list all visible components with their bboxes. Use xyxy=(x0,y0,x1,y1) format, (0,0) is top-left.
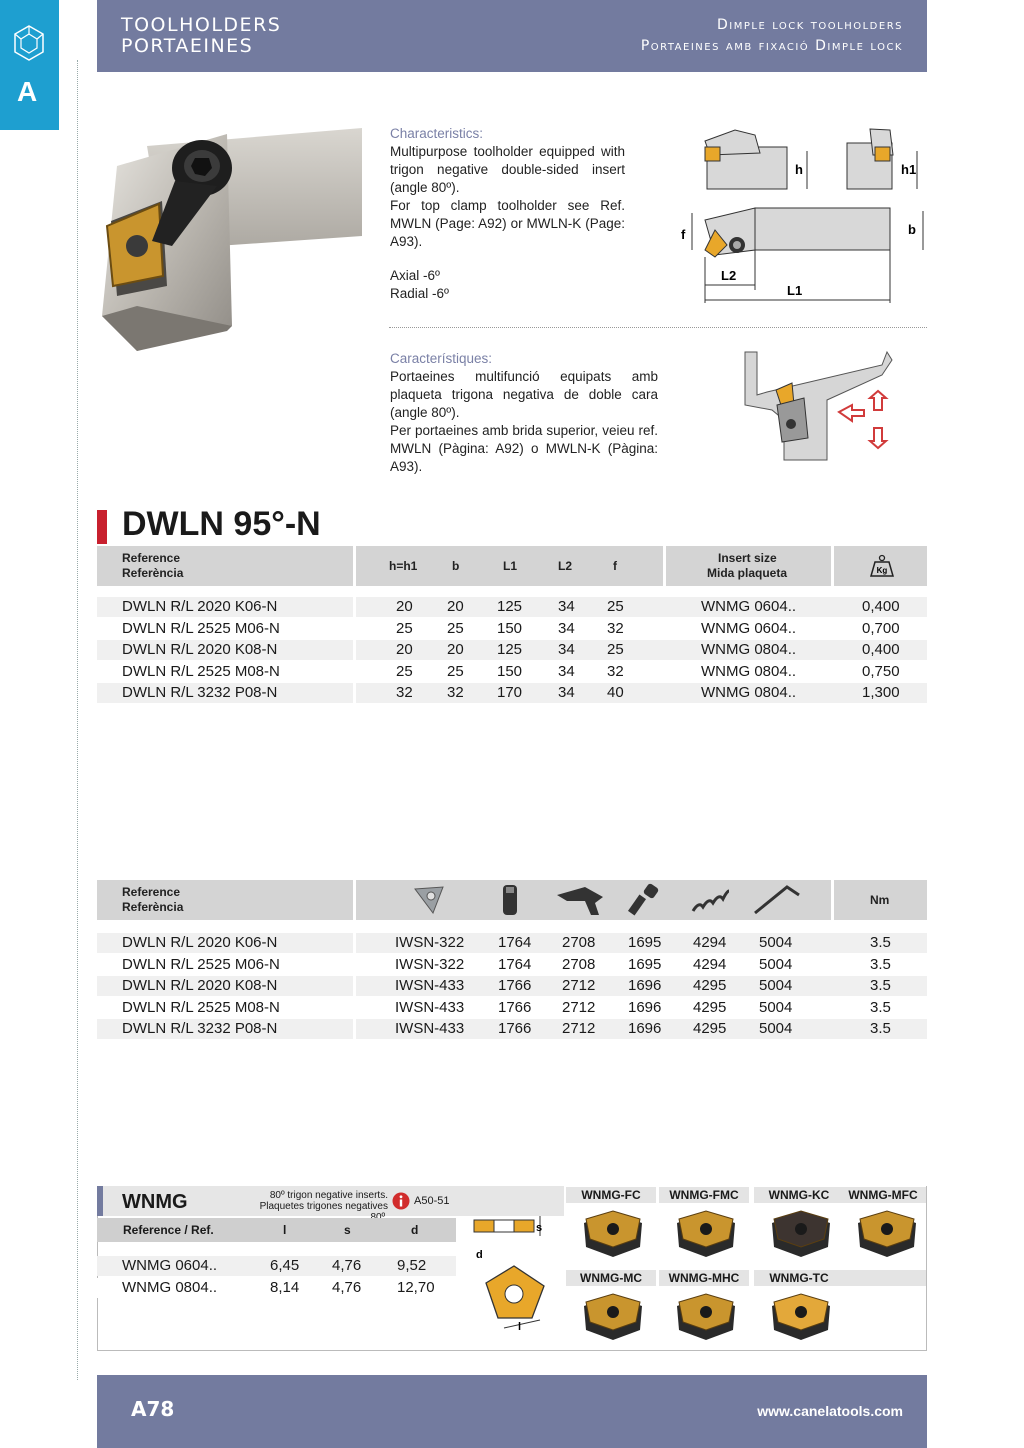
toolholder-photo xyxy=(97,126,365,352)
characteristics-en xyxy=(390,125,625,303)
cell-b: 20 xyxy=(447,641,464,659)
grade-label: WNMG-KC xyxy=(754,1187,844,1203)
ins-header-d: d xyxy=(411,1223,419,1237)
insert-grade-image xyxy=(766,1209,836,1261)
cell-ref: DWLN R/L 3232 P08-N xyxy=(122,1020,278,1038)
spares-header-reference-en: Reference xyxy=(122,885,181,899)
cell-nm: 3.5 xyxy=(870,998,891,1016)
shim-icon xyxy=(411,883,447,917)
axial-angle: Axial -6º xyxy=(390,268,440,283)
cell-f: 40 xyxy=(607,684,624,702)
cell-f: 25 xyxy=(607,598,624,615)
page-header xyxy=(97,0,927,72)
characteristics-caption-ca: Característiques: xyxy=(390,351,493,366)
cell-kg: 1,300 xyxy=(862,684,900,702)
cell-d: 1695 xyxy=(628,955,662,973)
cell-e: 4294 xyxy=(693,934,727,951)
chapter-tab[interactable] xyxy=(0,0,59,130)
cell-e: 4295 xyxy=(693,998,727,1016)
header-h: h=h1 xyxy=(389,559,418,573)
cell-ref: DWLN R/L 2525 M06-N xyxy=(122,619,280,637)
cell-b: 1764 xyxy=(498,934,532,951)
subsection-title-en: Dimple lock toolholders xyxy=(716,17,903,33)
insert-grade-image xyxy=(766,1292,836,1344)
cell-b: 1766 xyxy=(498,998,532,1016)
characteristics-text-1: Multipurpose toolholder equipped with trigon negative double-sided insert (angle 80º). xyxy=(390,144,625,195)
insert-cell-d: 12,70 xyxy=(397,1279,435,1296)
insert-cell-l: 6,45 xyxy=(270,1257,300,1274)
cell-a: IWSN-322 xyxy=(395,934,465,951)
ins-header-s: s xyxy=(344,1223,351,1237)
diagram-label-b: b xyxy=(908,222,916,237)
grade-label: WNMG-MHC xyxy=(659,1270,749,1286)
cell-f: 5004 xyxy=(759,977,793,995)
inserts-desc-en: 80º trigon negative inserts. xyxy=(269,1190,388,1201)
cell-e: 4295 xyxy=(693,977,727,995)
grade-label: WNMG-MFC xyxy=(840,1187,926,1203)
spares-header-nm: Nm xyxy=(870,893,890,907)
insert-cell-l: 8,14 xyxy=(270,1279,300,1296)
cell-c: 2712 xyxy=(562,1020,596,1038)
cell-nm: 3.5 xyxy=(870,955,891,973)
cell-a: IWSN-322 xyxy=(395,955,465,973)
cell-b: 1764 xyxy=(498,955,532,973)
cell-b: 32 xyxy=(447,684,464,702)
cell-b: 25 xyxy=(447,619,464,637)
radial-angle: Radial -6º xyxy=(390,286,449,301)
cell-f: 5004 xyxy=(759,1020,793,1038)
diagram-label-h1: h1 xyxy=(901,162,917,177)
chapter-letter: A xyxy=(17,76,38,107)
diagram-label-h: h xyxy=(795,162,803,177)
insert-cell-ref: WNMG 0804.. xyxy=(122,1279,218,1296)
diagram-s: s xyxy=(536,1222,543,1234)
cell-ref: DWLN R/L 3232 P08-N xyxy=(122,684,278,702)
header-l1: L1 xyxy=(503,559,518,573)
cell-d: 1696 xyxy=(628,1020,662,1038)
cube-logo-icon xyxy=(9,22,49,72)
application-diagram xyxy=(742,350,897,462)
cell-l1: 170 xyxy=(497,684,523,702)
header-reference-en: Reference xyxy=(122,551,181,565)
dimension-diagram xyxy=(675,125,930,305)
grade-label: WNMG-FMC xyxy=(659,1187,749,1203)
cell-b: 25 xyxy=(447,662,464,680)
cell-f: 32 xyxy=(607,662,624,680)
dimensions-table-row xyxy=(97,619,927,639)
cell-d: 1696 xyxy=(628,977,662,995)
cell-b: 1766 xyxy=(498,1020,532,1038)
header-l2: L2 xyxy=(558,559,573,573)
spares-table-row xyxy=(97,933,927,953)
spares-header-reference-ca: Referència xyxy=(122,900,184,914)
cell-kg: 0,700 xyxy=(862,619,900,637)
insert-grade-image xyxy=(671,1209,741,1261)
clamp-icon xyxy=(555,883,607,917)
cell-a: IWSN-433 xyxy=(395,977,465,995)
cell-f: 5004 xyxy=(759,955,793,973)
cell-a: IWSN-433 xyxy=(395,1020,465,1038)
cell-l2: 34 xyxy=(558,662,575,680)
dimensions-table-row xyxy=(97,662,927,682)
hex-key-icon xyxy=(751,883,803,917)
cell-l2: 34 xyxy=(558,598,575,615)
characteristics-text-ca-1: Portaeines multifunció equipats amb plaqueta trigona negativa de doble cara (angle 80º). xyxy=(390,369,658,420)
cell-l1: 125 xyxy=(497,641,523,659)
header-insert-ca: Mida plaqueta xyxy=(707,566,788,580)
cell-a: IWSN-433 xyxy=(395,998,465,1016)
cell-f: 25 xyxy=(607,641,624,659)
section-title-en: TOOLHOLDERS xyxy=(121,14,282,36)
spares-table-row xyxy=(97,976,927,996)
insert-cell-s: 4,76 xyxy=(332,1279,362,1296)
diagram-label-l1: L1 xyxy=(787,283,803,298)
insert-grade-image xyxy=(671,1292,741,1344)
cell-l1: 125 xyxy=(497,598,523,615)
cell-insert: WNMG 0804.. xyxy=(701,684,797,702)
cell-b: 20 xyxy=(447,598,464,615)
cell-ref: DWLN R/L 2020 K06-N xyxy=(122,598,278,615)
page-footer xyxy=(97,1375,927,1448)
cell-l1: 150 xyxy=(497,619,523,637)
screw-icon xyxy=(627,883,663,917)
header-f: f xyxy=(613,559,617,573)
cell-c: 2708 xyxy=(562,934,596,951)
cell-f: 5004 xyxy=(759,934,793,951)
grade-label-empty xyxy=(840,1270,926,1286)
insert-cell-ref: WNMG 0604.. xyxy=(122,1257,218,1274)
cell-kg: 0,750 xyxy=(862,662,900,680)
cell-c: 2708 xyxy=(562,955,596,973)
info-icon[interactable] xyxy=(392,1192,410,1210)
cell-ref: DWLN R/L 2525 M08-N xyxy=(122,998,280,1016)
cell-f: 32 xyxy=(607,619,624,637)
spares-table-row xyxy=(97,998,927,1018)
cell-insert: WNMG 0604.. xyxy=(701,619,797,637)
cell-b: 1766 xyxy=(498,977,532,995)
cell-d: 1695 xyxy=(628,934,662,951)
dimensions-table-row xyxy=(97,683,927,703)
insert-grade-image xyxy=(578,1292,648,1344)
kg-label: Kg xyxy=(876,566,888,575)
cell-h: 20 xyxy=(396,641,413,659)
cell-insert: WNMG 0604.. xyxy=(701,598,797,615)
cell-ref: DWLN R/L 2525 M06-N xyxy=(122,955,280,973)
diagram-l: l xyxy=(518,1321,522,1333)
inserts-desc-ca: Plaquetes trigones negatives xyxy=(259,1201,388,1212)
grade-label: WNMG-FC xyxy=(566,1187,656,1203)
dimensions-table-header xyxy=(97,546,927,586)
cell-e: 4294 xyxy=(693,955,727,973)
cell-e: 4295 xyxy=(693,1020,727,1038)
cell-h: 20 xyxy=(396,598,413,615)
cell-ref: DWLN R/L 2020 K08-N xyxy=(122,977,278,995)
product-title: DWLN 95°-N xyxy=(122,505,321,543)
cell-nm: 3.5 xyxy=(870,934,891,951)
cell-c: 2712 xyxy=(562,998,596,1016)
grade-label: WNMG-MC xyxy=(566,1270,656,1286)
inserts-title: WNMG xyxy=(122,1191,188,1213)
section-divider xyxy=(389,327,927,328)
cell-ref: DWLN R/L 2525 M08-N xyxy=(122,662,280,680)
website-link[interactable]: www.canelatools.com xyxy=(757,1403,903,1419)
cell-nm: 3.5 xyxy=(870,1020,891,1038)
cell-d: 1696 xyxy=(628,998,662,1016)
insert-cell-s: 4,76 xyxy=(332,1257,362,1274)
insert-grade-image xyxy=(578,1209,648,1261)
spares-table-row xyxy=(97,955,927,975)
cell-f: 5004 xyxy=(759,998,793,1016)
cell-l2: 34 xyxy=(558,684,575,702)
cell-kg: 0,400 xyxy=(862,641,900,659)
cell-c: 2712 xyxy=(562,977,596,995)
margin-guide xyxy=(77,60,78,1380)
cell-insert: WNMG 0804.. xyxy=(701,662,797,680)
info-page-ref[interactable]: A50-51 xyxy=(414,1195,450,1207)
ins-header-l: l xyxy=(283,1223,287,1237)
title-accent xyxy=(97,510,107,544)
cell-nm: 3.5 xyxy=(870,977,891,995)
cell-h: 25 xyxy=(396,619,413,637)
inserts-table-header xyxy=(97,1218,456,1242)
characteristics-text-2: For top clamp toolholder see Ref. MWLN (Page: A92) or MWLN-K (Page: A93). xyxy=(390,198,625,249)
header-reference-ca: Referència xyxy=(122,566,184,580)
cell-ref: DWLN R/L 2020 K08-N xyxy=(122,641,278,659)
spares-table-row xyxy=(97,1019,927,1039)
cell-insert: WNMG 0804.. xyxy=(701,641,797,659)
characteristics-ca xyxy=(390,350,658,476)
diagram-label-l2: L2 xyxy=(721,268,737,283)
subsection-title-ca: Portaeines amb fixació Dimple lock xyxy=(640,38,903,54)
ins-header-ref: Reference / Ref. xyxy=(123,1223,214,1237)
dimensions-table-row xyxy=(97,640,927,660)
dimensions-table-row xyxy=(97,597,927,617)
cell-kg: 0,400 xyxy=(862,598,900,615)
cell-l2: 34 xyxy=(558,619,575,637)
header-insert-en: Insert size xyxy=(718,551,777,565)
page-number: A78 xyxy=(131,1397,175,1421)
insert-grade-image xyxy=(852,1209,922,1261)
section-title-ca: PORTAEINES xyxy=(121,35,254,57)
cell-ref: DWLN R/L 2020 K06-N xyxy=(122,934,278,951)
insert-cell-d: 9,52 xyxy=(397,1257,427,1274)
diagram-d: d xyxy=(476,1249,483,1261)
cell-h: 25 xyxy=(396,662,413,680)
grade-label: WNMG-TC xyxy=(754,1270,844,1286)
kg-weight-icon xyxy=(870,554,894,578)
cell-h: 32 xyxy=(396,684,413,702)
insert-geometry-diagram xyxy=(470,1198,555,1338)
diagram-label-f: f xyxy=(681,227,686,242)
spares-table-header xyxy=(97,880,927,920)
insert-row xyxy=(97,1256,456,1276)
insert-row xyxy=(97,1278,456,1298)
cell-l1: 150 xyxy=(497,662,523,680)
characteristics-text-ca-2: Per portaeines amb brida superior, veieu ref. MWLN (Pàgina: A92) o MWLN-K (Pàgina: A93). xyxy=(390,423,658,474)
spring-icon xyxy=(689,883,729,917)
cell-l2: 34 xyxy=(558,641,575,659)
shim-screw-icon xyxy=(495,883,525,917)
header-b: b xyxy=(452,559,460,573)
characteristics-caption-en: Characteristics: xyxy=(390,126,484,141)
